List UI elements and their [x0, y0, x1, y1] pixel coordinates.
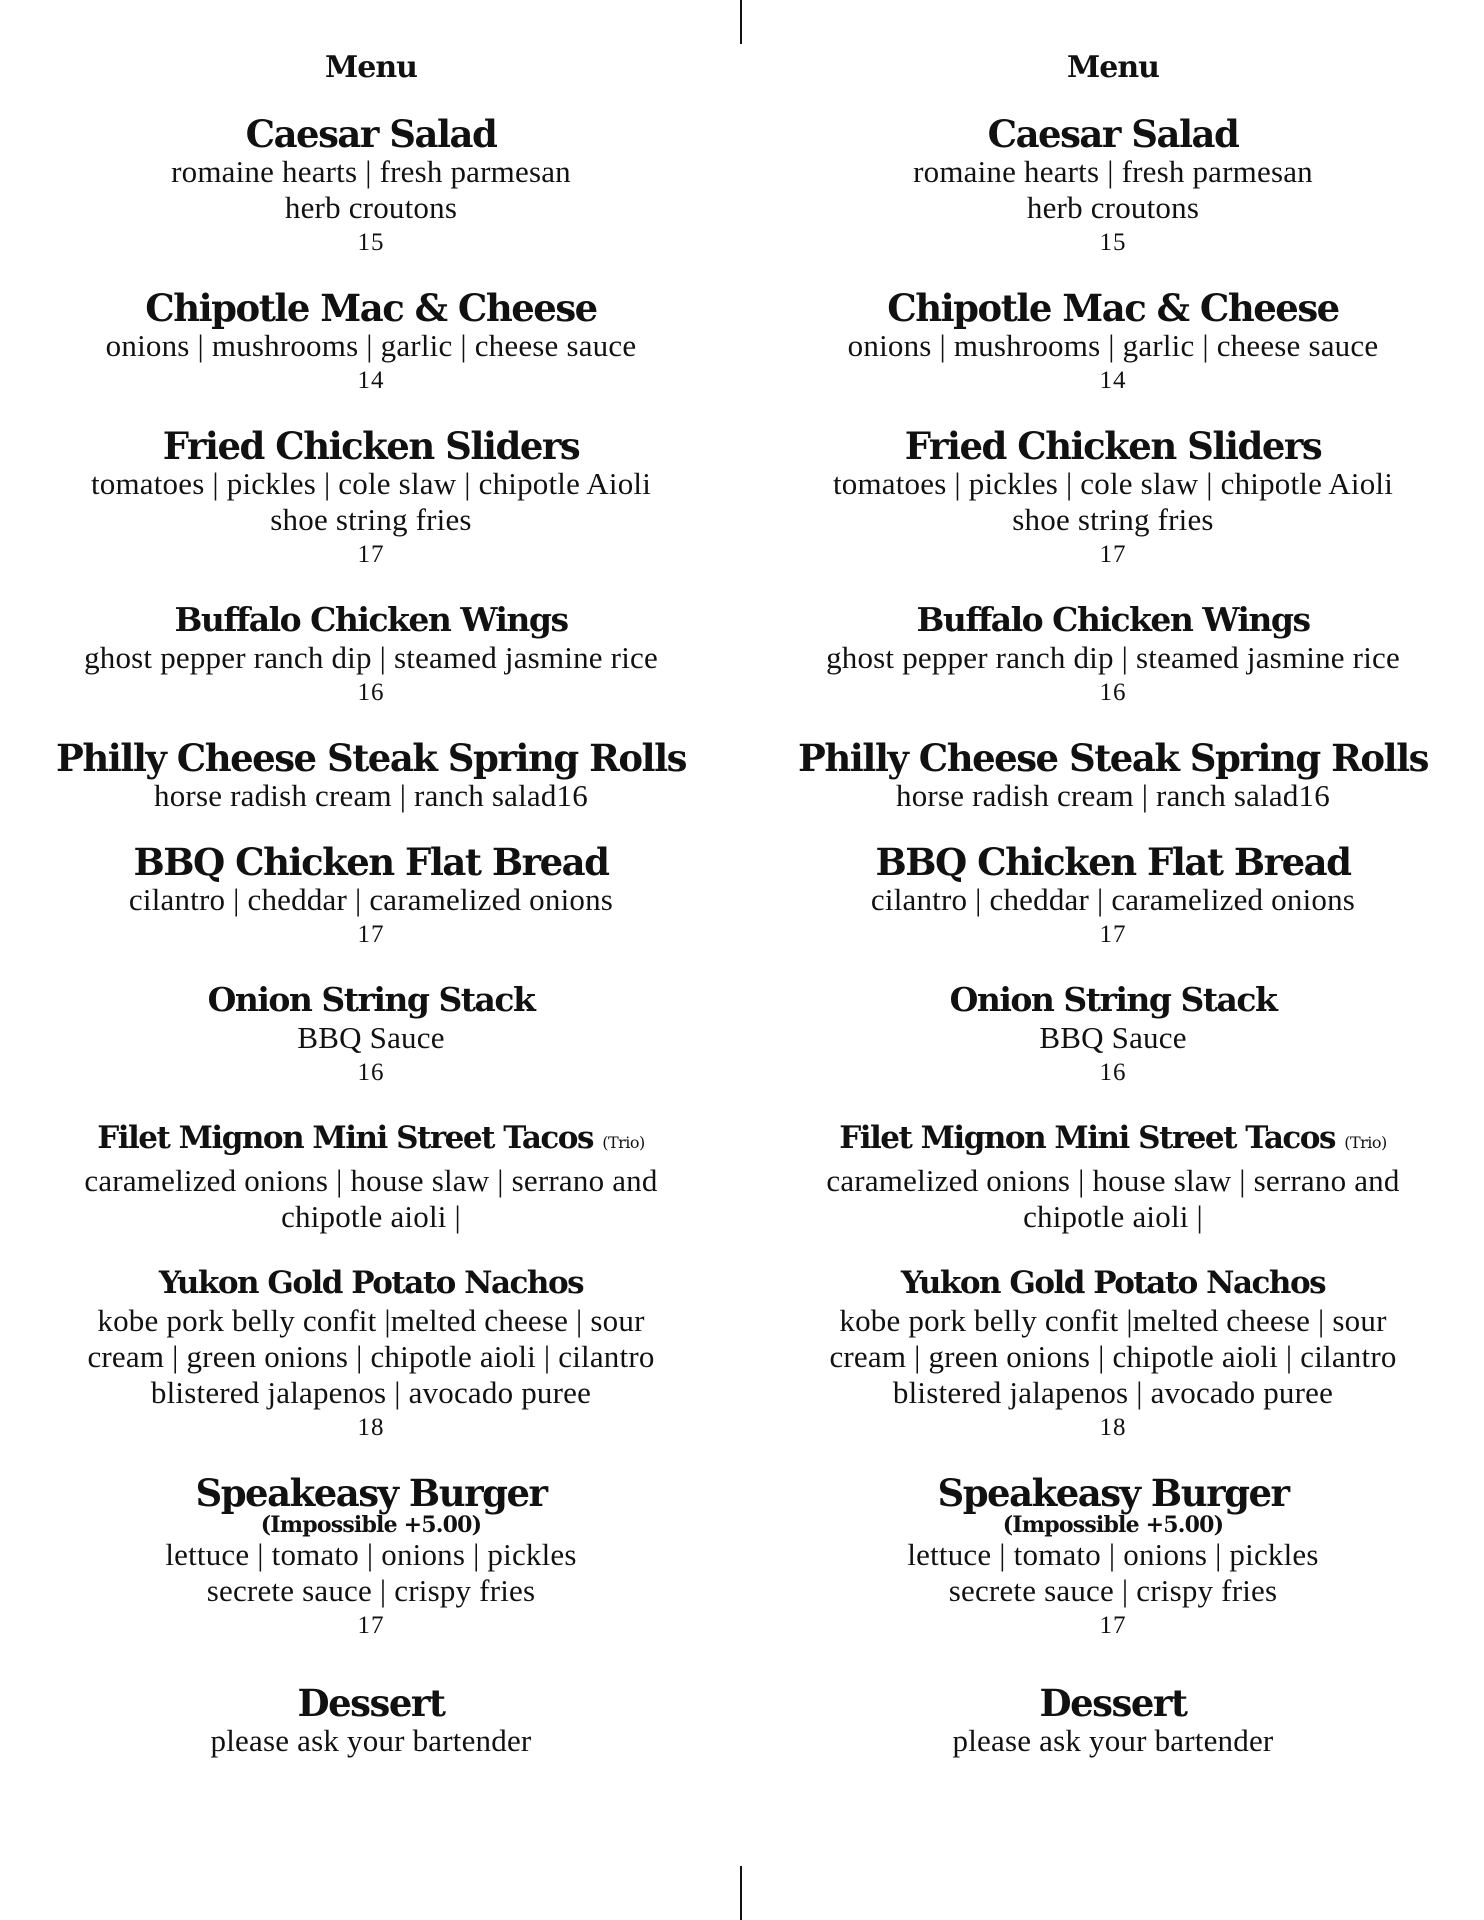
item-name: Onion String Stack — [207, 980, 535, 1019]
menu-item-caesar-salad — [772, 114, 1454, 260]
item-price: 17 — [1099, 1612, 1127, 1639]
item-description: romaine hearts | fresh parmesan — [913, 154, 1313, 189]
item-name: Yukon Gold Potato Nachos — [900, 1265, 1326, 1301]
item-price: 16 — [1099, 1059, 1127, 1086]
item-description: caramelized onions | house slaw | serrano and — [84, 1163, 658, 1198]
menu-item-buffalo-chicken-wings — [772, 600, 1454, 710]
item-description: kobe pork belly confit |melted cheese | sour — [839, 1303, 1387, 1338]
item-price: 16 — [1099, 679, 1127, 706]
menu-item-dessert — [772, 1683, 1454, 1759]
item-name: Buffalo Chicken Wings — [174, 600, 568, 639]
item-price: 14 — [1099, 367, 1127, 394]
menu-column-right — [742, 0, 1484, 1920]
item-subtitle: (Impossible +5.00) — [260, 1512, 482, 1538]
item-description: onions | mushrooms | garlic | cheese sauce — [847, 328, 1379, 363]
item-description: romaine hearts | fresh parmesan — [171, 154, 571, 189]
item-price: 17 — [357, 921, 385, 948]
item-note: (Trio) — [1344, 1133, 1387, 1152]
item-price: 17 — [1099, 921, 1127, 948]
menu-item-bbq-flat-bread — [30, 842, 712, 952]
menu-item-caesar-salad — [30, 114, 712, 260]
item-description: please ask your bartender — [952, 1723, 1274, 1758]
menu-item-yukon-nachos — [30, 1263, 712, 1445]
item-description: herb croutons — [1026, 190, 1200, 225]
item-description: chipotle aioli | — [1023, 1199, 1203, 1234]
menu-item-filet-mignon-tacos — [30, 1118, 712, 1235]
item-description: ghost pepper ranch dip | steamed jasmine rice — [826, 640, 1400, 675]
menu-item-philly-spring-rolls — [30, 738, 712, 814]
item-description: blistered jalapenos | avocado puree — [150, 1375, 592, 1410]
item-name: Philly Cheese Steak Spring Rolls — [56, 736, 686, 780]
menu-title: Menu — [325, 50, 417, 85]
item-description: blistered jalapenos | avocado puree — [892, 1375, 1334, 1410]
menu-item-dessert — [30, 1683, 712, 1759]
item-description: ghost pepper ranch dip | steamed jasmine rice — [84, 640, 658, 675]
item-name: Chipotle Mac & Cheese — [145, 286, 597, 330]
item-description: lettuce | tomato | onions | pickles — [907, 1537, 1319, 1572]
item-name: Fried Chicken Sliders — [162, 424, 580, 468]
item-name: Fried Chicken Sliders — [904, 424, 1322, 468]
item-price: 18 — [357, 1414, 385, 1441]
item-name-text: Filet Mignon Mini Street Tacos — [97, 1120, 593, 1156]
item-name — [772, 1118, 1454, 1163]
menu-item-onion-string-stack — [30, 980, 712, 1090]
item-name: Caesar Salad — [245, 112, 497, 156]
item-description: chipotle aioli | — [281, 1199, 461, 1234]
item-description: horse radish cream | ranch salad16 — [154, 778, 588, 813]
menu-title: Menu — [1067, 50, 1159, 85]
menu-item-speakeasy-burger — [30, 1473, 712, 1643]
item-price: 15 — [357, 229, 385, 256]
item-price: 16 — [357, 679, 385, 706]
menu-item-filet-mignon-tacos — [772, 1118, 1454, 1235]
item-description: shoe string fries — [1012, 502, 1214, 537]
item-description: tomatoes | pickles | cole slaw | chipotle Aioli — [90, 466, 652, 501]
item-name: BBQ Chicken Flat Bread — [875, 840, 1351, 884]
item-name: Speakeasy Burger — [937, 1471, 1289, 1515]
item-description: cilantro | cheddar | caramelized onions — [128, 882, 614, 917]
item-name-text: Filet Mignon Mini Street Tacos — [839, 1120, 1335, 1156]
item-description: onions | mushrooms | garlic | cheese sauce — [105, 328, 637, 363]
item-description: caramelized onions | house slaw | serrano and — [826, 1163, 1400, 1198]
item-price: 17 — [357, 541, 385, 568]
menu-item-philly-spring-rolls — [772, 738, 1454, 814]
item-description: cream | green onions | chipotle aioli | cilantro — [87, 1339, 655, 1374]
menu-item-buffalo-chicken-wings — [30, 600, 712, 710]
item-name: Dessert — [1039, 1681, 1187, 1725]
item-price: 17 — [1099, 541, 1127, 568]
item-note: (Trio) — [602, 1133, 645, 1152]
item-subtitle: (Impossible +5.00) — [1002, 1512, 1224, 1538]
item-description: horse radish cream | ranch salad16 — [896, 778, 1330, 813]
menu-item-fried-chicken-sliders — [772, 426, 1454, 572]
item-name: Yukon Gold Potato Nachos — [158, 1265, 584, 1301]
item-description: herb croutons — [284, 190, 458, 225]
item-name: Chipotle Mac & Cheese — [887, 286, 1339, 330]
item-description: BBQ Sauce — [1039, 1020, 1187, 1055]
item-name: Caesar Salad — [987, 112, 1239, 156]
item-name: Buffalo Chicken Wings — [916, 600, 1310, 639]
menu-item-onion-string-stack — [772, 980, 1454, 1090]
item-price: 17 — [357, 1612, 385, 1639]
item-description: BBQ Sauce — [297, 1020, 445, 1055]
item-name: Philly Cheese Steak Spring Rolls — [798, 736, 1428, 780]
item-name — [30, 1118, 712, 1163]
item-price: 15 — [1099, 229, 1127, 256]
item-description: cilantro | cheddar | caramelized onions — [870, 882, 1356, 917]
item-description: please ask your bartender — [210, 1723, 532, 1758]
item-description: kobe pork belly confit |melted cheese | sour — [97, 1303, 645, 1338]
menu-item-yukon-nachos — [772, 1263, 1454, 1445]
item-name: Speakeasy Burger — [195, 1471, 547, 1515]
item-description: secrete sauce | crispy fries — [206, 1573, 536, 1608]
item-description: cream | green onions | chipotle aioli | cilantro — [829, 1339, 1397, 1374]
item-description: secrete sauce | crispy fries — [948, 1573, 1278, 1608]
item-name: BBQ Chicken Flat Bread — [133, 840, 609, 884]
item-description: lettuce | tomato | onions | pickles — [165, 1537, 577, 1572]
item-description: tomatoes | pickles | cole slaw | chipotle Aioli — [832, 466, 1394, 501]
menu-item-chipotle-mac-cheese — [30, 288, 712, 398]
menu-item-fried-chicken-sliders — [30, 426, 712, 572]
item-price: 14 — [357, 367, 385, 394]
menu-item-speakeasy-burger — [772, 1473, 1454, 1643]
item-price: 16 — [357, 1059, 385, 1086]
item-name: Onion String Stack — [949, 980, 1277, 1019]
item-description: shoe string fries — [270, 502, 472, 537]
menu-item-chipotle-mac-cheese — [772, 288, 1454, 398]
menu-item-bbq-flat-bread — [772, 842, 1454, 952]
item-name: Dessert — [297, 1681, 445, 1725]
item-price: 18 — [1099, 1414, 1127, 1441]
